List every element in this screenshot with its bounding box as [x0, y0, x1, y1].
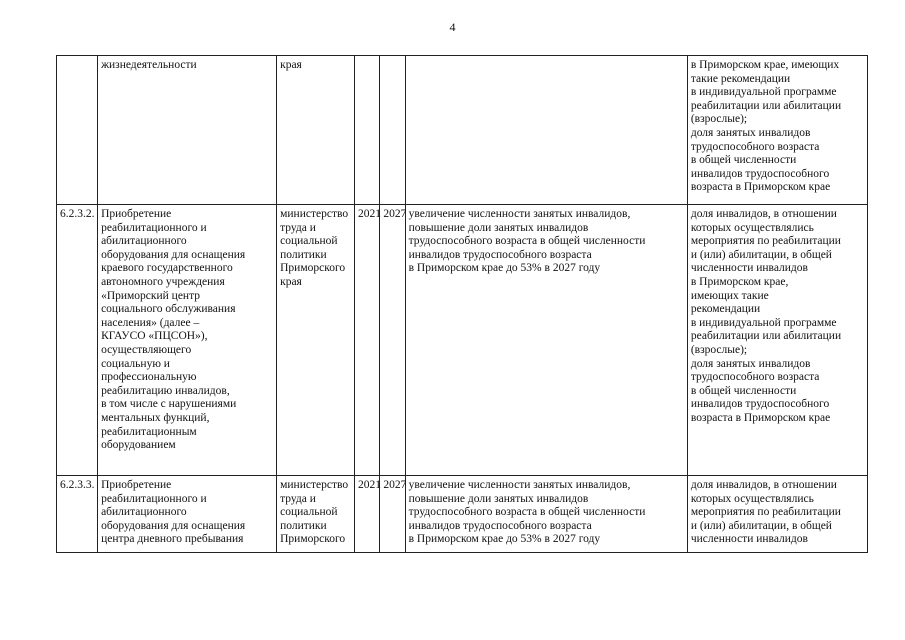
- responsible-executor-cell: [277, 56, 355, 205]
- year-end-cell: 2027: [380, 476, 405, 553]
- text-line: социального обслуживания: [101, 303, 236, 316]
- item-number-cell: 6.2.3.2.: [57, 205, 98, 476]
- text-line: возраста в Приморском крае: [690, 411, 831, 424]
- responsible-executor-cell: [277, 476, 355, 553]
- table-row: [57, 205, 868, 476]
- text-line: министерство: [280, 479, 349, 491]
- text-line: доля занятых инвалидов: [690, 126, 811, 139]
- text-line: социальной: [280, 235, 338, 248]
- text-line: министерство: [280, 208, 349, 220]
- text-line: которых осуществлялись: [690, 221, 814, 234]
- text-line: в индивидуальной программе: [690, 316, 837, 329]
- text-line: труда и: [280, 221, 316, 234]
- text-line: имеющих такие: [690, 289, 769, 302]
- text-line: социальную и: [101, 357, 170, 370]
- measure-name-cell: [98, 56, 277, 205]
- text-line: повышение доли занятых инвалидов: [408, 221, 589, 234]
- text-line: КГАУСО «ПЦСОН»),: [101, 330, 208, 343]
- measure-name-cell: [98, 205, 277, 476]
- text-line: доля инвалидов, в отношении: [690, 479, 837, 491]
- text-line: в общей численности: [690, 384, 797, 397]
- text-line: в индивидуальной программе: [690, 86, 837, 99]
- text-line: возраста в Приморском крае: [690, 181, 831, 194]
- text-line: населения» (далее –: [101, 316, 200, 329]
- indicators-cell: [687, 56, 867, 205]
- text-line: в Приморском крае,: [690, 275, 789, 288]
- text-line: увеличение численности занятых инвалидов,: [408, 479, 631, 491]
- text-line: такие рекомендации: [690, 72, 791, 85]
- text-line: автономного учреждения: [101, 275, 225, 288]
- year-start-cell: 2021: [355, 205, 380, 476]
- text-line: оборудования для оснащения: [101, 248, 246, 261]
- text-line: мероприятия по реабилитации: [690, 506, 841, 519]
- text-line: инвалидов трудоспособного возраста: [408, 519, 592, 532]
- text-line: и (или) абилитации, в общей: [690, 248, 832, 261]
- text-line: политики: [280, 519, 327, 532]
- text-line: повышение доли занятых инвалидов: [408, 492, 589, 505]
- text-line: численности инвалидов: [690, 262, 808, 275]
- text-line: трудоспособного возраста: [690, 371, 820, 384]
- item-number-cell: 6.2.3.3.: [57, 476, 98, 553]
- text-line: Приморского: [280, 533, 346, 546]
- text-line: политики: [280, 248, 327, 261]
- table-body: [57, 56, 868, 553]
- text-line: «Приморский центр: [101, 289, 201, 302]
- table-row: [57, 476, 868, 553]
- table-row: [57, 56, 868, 205]
- indicators-cell: [687, 476, 867, 553]
- text-line: в том числе с нарушениями: [101, 398, 237, 411]
- text-line: абилитационного: [101, 506, 187, 519]
- text-line: реабилитацию инвалидов,: [101, 384, 230, 397]
- text-line: в Приморском крае до 53% в 2027 году: [408, 533, 601, 546]
- text-line: осуществляющего: [101, 343, 192, 356]
- responsible-executor-cell: [277, 205, 355, 476]
- text-line: реабилитационного и: [101, 221, 207, 234]
- text-line: жизнедеятельности: [101, 59, 197, 71]
- text-line: Приморского: [280, 262, 346, 275]
- text-line: в Приморском крае, имеющих: [690, 59, 840, 71]
- text-line: мероприятия по реабилитации: [690, 235, 841, 248]
- text-line: реабилитации или абилитации: [690, 99, 842, 112]
- text-line: края: [280, 275, 302, 288]
- expected-result-cell: [405, 205, 687, 476]
- text-line: инвалидов трудоспособного: [690, 398, 830, 411]
- text-line: социальной: [280, 506, 338, 519]
- year-start-cell: 2021: [355, 476, 380, 553]
- text-line: центра дневного пребывания: [101, 533, 244, 546]
- item-number-cell: [57, 56, 98, 205]
- text-line: в общей численности: [690, 154, 797, 167]
- text-line: краевого государственного: [101, 262, 233, 275]
- expected-result-cell: [405, 476, 687, 553]
- text-line: профессиональную: [101, 371, 197, 384]
- year-end-cell: [380, 56, 405, 205]
- text-line: трудоспособного возраста в общей численности: [408, 506, 646, 519]
- year-end-cell: 2027: [380, 205, 405, 476]
- text-line: (взрослые);: [690, 113, 748, 126]
- text-line: края: [280, 59, 302, 71]
- text-line: реабилитации или абилитации: [690, 330, 842, 343]
- text-line: оборудования для оснащения: [101, 519, 246, 532]
- text-line: реабилитационного и: [101, 492, 207, 505]
- text-line: трудоспособного возраста в общей численности: [408, 235, 646, 248]
- expected-result-cell: [405, 56, 687, 205]
- measure-name-cell: [98, 476, 277, 553]
- text-line: труда и: [280, 492, 316, 505]
- text-line: и (или) абилитации, в общей: [690, 519, 832, 532]
- text-line: (взрослые);: [690, 343, 748, 356]
- text-line: абилитационного: [101, 235, 187, 248]
- text-line: оборудованием: [101, 439, 176, 452]
- text-line: Приобретение: [101, 479, 172, 491]
- text-line: которых осуществлялись: [690, 492, 814, 505]
- text-line: увеличение численности занятых инвалидов,: [408, 208, 631, 220]
- text-line: численности инвалидов: [690, 533, 808, 546]
- text-line: в Приморском крае до 53% в 2027 году: [408, 262, 601, 275]
- indicators-cell: [687, 205, 867, 476]
- text-line: инвалидов трудоспособного возраста: [408, 248, 592, 261]
- text-line: доля занятых инвалидов: [690, 357, 811, 370]
- text-line: Приобретение: [101, 208, 172, 220]
- text-line: трудоспособного возраста: [690, 140, 820, 153]
- text-line: ментальных функций,: [101, 411, 210, 424]
- text-line: реабилитационным: [101, 425, 197, 438]
- text-line: рекомендации: [690, 303, 761, 316]
- text-line: инвалидов трудоспособного: [690, 167, 830, 180]
- text-line: доля инвалидов, в отношении: [690, 208, 837, 220]
- page-number: 4: [449, 20, 456, 34]
- year-start-cell: [355, 56, 380, 205]
- measures-table: [56, 55, 868, 553]
